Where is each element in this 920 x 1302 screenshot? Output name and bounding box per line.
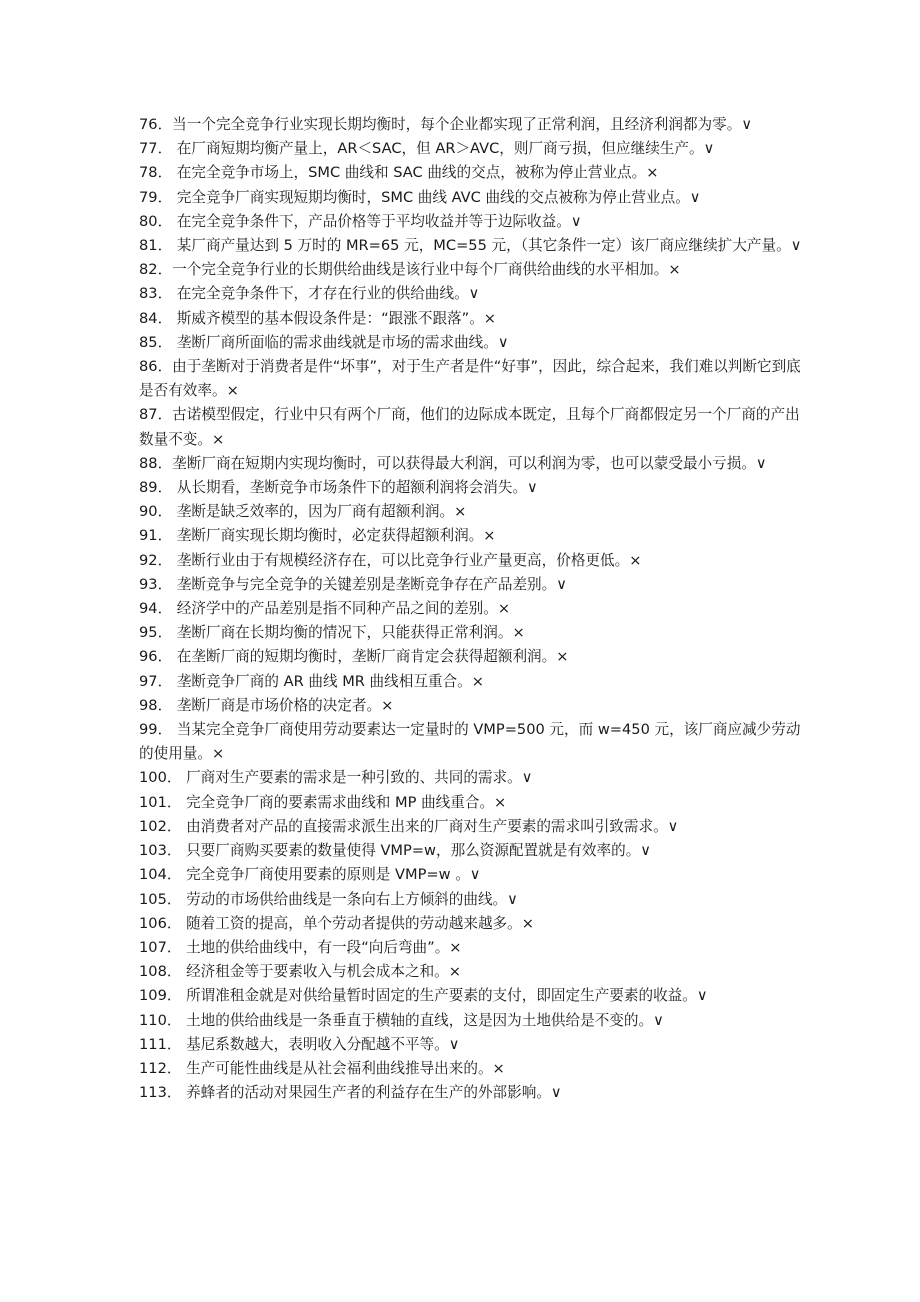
list-item: 79． 完全竞争厂商实现短期均衡时，SMC 曲线 AVC 曲线的交点被称为停止营业点。∨ [139, 188, 701, 206]
list-item: 81． 某厂商产量达到 5 万时的 MR=65 元，MC=55 元，（其它条件一定）该厂商应继续扩大产量。∨ [139, 237, 802, 255]
list-item: 90． 垄断是缺乏效率的，因为厂商有超额利润。× [139, 503, 467, 521]
list-item: 109． 所谓准租金就是对供给量暂时固定的生产要素的支付，即固定生产要素的收益。∨ [139, 987, 708, 1005]
list-item: 103． 只要厂商购买要素的数量使得 VMP=w，那么资源配置就是有效率的。∨ [139, 842, 651, 860]
list-item: 97． 垄断竞争厂商的 AR 曲线 MR 曲线相互重合。× [139, 672, 484, 690]
list-item: 78． 在完全竞争市场上，SMC 曲线和 SAC 曲线的交点，被称为停止营业点。× [139, 164, 659, 182]
list-item: 83． 在完全竞争条件下，才存在行业的供给曲线。∨ [139, 285, 480, 303]
list-item: 105． 劳动的市场供给曲线是一条向右上方倾斜的曲线。∨ [139, 890, 518, 908]
list-item: 98． 垄断厂商是市场价格的决定者。× [139, 696, 394, 714]
list-item: 104． 完全竞争厂商使用要素的原则是 VMP=w 。∨ [139, 866, 481, 884]
list-item: 108． 经济租金等于要素收入与机会成本之和。× [139, 963, 462, 981]
list-item: 86．由于垄断对于消费者是件“坏事”，对于生产者是件“好事”，因此，综合起来，我们难以判断它到底是否有效率。× [139, 358, 801, 400]
list-item: 85． 垄断厂商所面临的需求曲线就是市场的需求曲线。∨ [139, 333, 509, 351]
list-item: 91． 垄断厂商实现长期均衡时，必定获得超额利润。× [139, 527, 496, 545]
list-item: 99． 当某完全竞争厂商使用劳动要素达一定量时的 VMP=500 元，而 w=450 元，该厂商应减少劳动的使用量。× [139, 721, 801, 763]
list-item: 92． 垄断行业由于有规模经济存在，可以比竞争行业产量更高，价格更低。× [139, 551, 642, 569]
list-item: 76．当一个完全竞争行业实现长期均衡时，每个企业都实现了正常利润，且经济利润都为零。∨ [139, 116, 753, 133]
list-item: 87．古诺模型假定，行业中只有两个厂商，他们的边际成本既定，且每个厂商都假定另一个厂商的产出数量不变。× [139, 406, 800, 448]
list-item: 82．一个完全竞争行业的长期供给曲线是该行业中每个厂商供给曲线的水平相加。× [139, 261, 681, 279]
list-item: 110． 土地的供给曲线是一条垂直于横轴的直线，这是因为土地供给是不变的。∨ [139, 1011, 664, 1029]
list-item: 102． 由消费者对产品的直接需求派生出来的厂商对生产要素的需求叫引致需求。∨ [139, 817, 679, 835]
true-false-answer-list [139, 113, 811, 1105]
list-item: 93． 垄断竞争与完全竞争的关键差别是垄断竞争存在产品差别。∨ [139, 575, 567, 593]
list-item: 88．垄断厂商在短期内实现均衡时，可以获得最大利润，可以利润为零，也可以蒙受最小亏损。∨ [139, 454, 767, 472]
list-item: 96． 在垄断厂商的短期均衡时，垄断厂商肯定会获得超额利润。× [139, 648, 569, 666]
list-item: 107． 土地的供给曲线中，有一段“向后弯曲”。× [139, 938, 462, 956]
list-item: 89． 从长期看，垄断竞争市场条件下的超额利润将会消失。∨ [139, 479, 538, 497]
list-item: 95． 垄断厂商在长期均衡的情况下，只能获得正常利润。× [139, 624, 525, 642]
list-item: 77． 在厂商短期均衡产量上，AR＜SAC，但 AR＞AVC，则厂商亏损，但应继续生产。∨ [139, 140, 715, 158]
list-item: 100． 厂商对生产要素的需求是一种引致的、共同的需求。∨ [139, 769, 533, 787]
list-item: 112． 生产可能性曲线是从社会福利曲线推导出来的。× [139, 1059, 505, 1077]
list-item: 106． 随着工资的提高，单个劳动者提供的劳动越来越多。× [139, 914, 534, 932]
list-item: 84． 斯威齐模型的基本假设条件是：“跟涨不跟落”。× [139, 309, 497, 327]
list-item: 94． 经济学中的产品差别是指不同种产品之间的差别。× [139, 600, 511, 618]
list-item: 80． 在完全竞争条件下，产品价格等于平均收益并等于边际收益。∨ [139, 212, 582, 230]
list-item: 101． 完全竞争厂商的要素需求曲线和 MP 曲线重合。× [139, 793, 507, 811]
list-item: 113． 养蜂者的活动对果园生产者的利益存在生产的外部影响。∨ [139, 1084, 562, 1102]
list-item: 111． 基尼系数越大，表明收入分配越不平等。∨ [139, 1035, 460, 1053]
